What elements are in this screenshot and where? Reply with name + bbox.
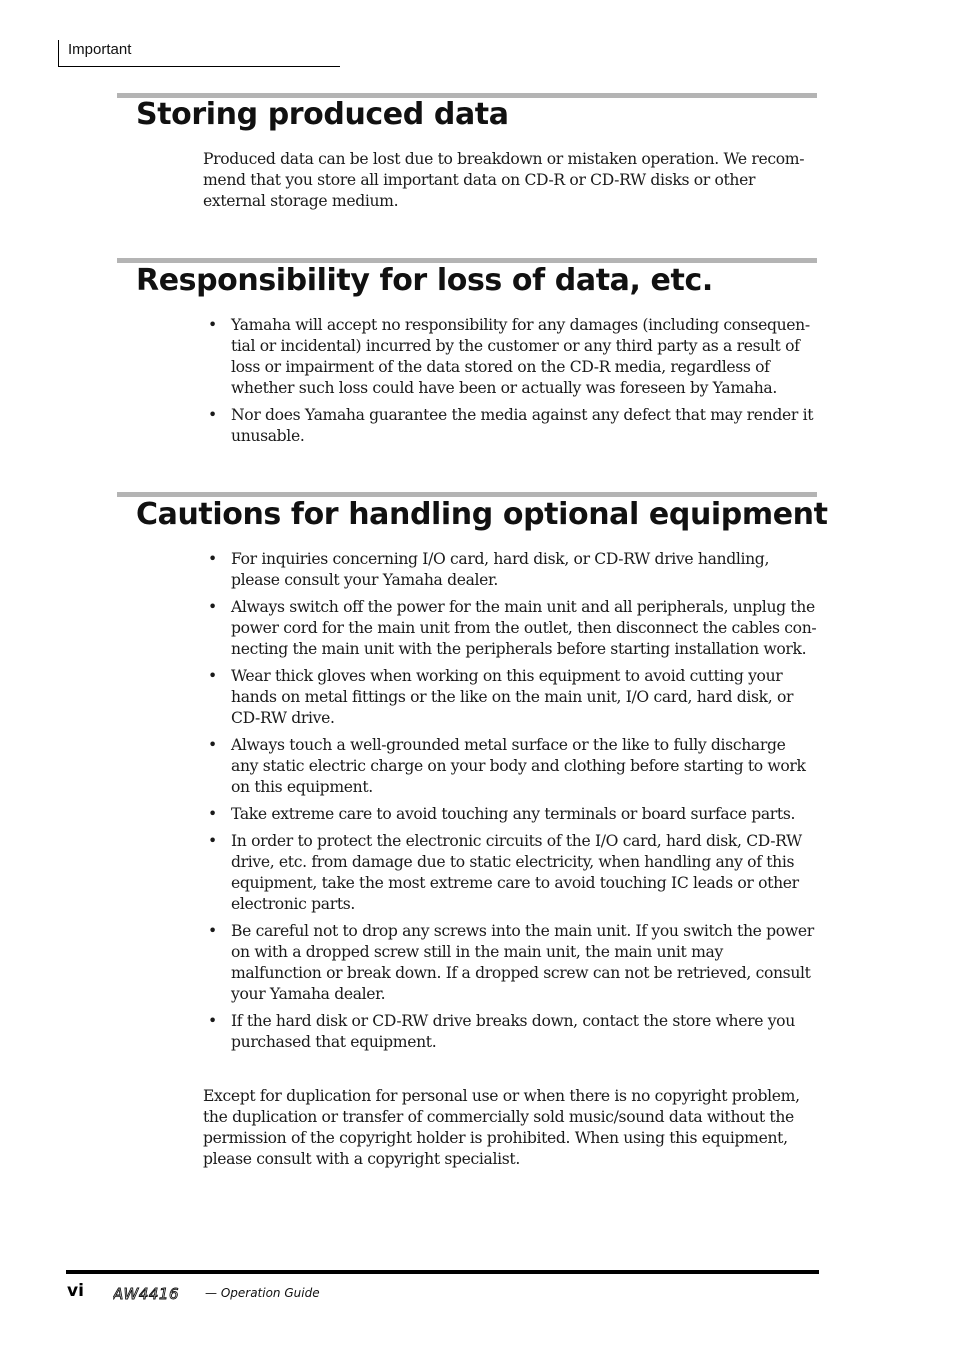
list-item-text: If the hard disk or CD-RW drive breaks down, contact the store where you purchased that equipment. [231, 1012, 795, 1051]
list-item [203, 921, 817, 1005]
bullet-icon: • [208, 1012, 217, 1030]
bullet-icon: • [208, 406, 217, 424]
section-heading-responsibility: Responsibility for loss of data, etc. [136, 263, 713, 298]
footer-guide-title: — Operation Guide [205, 1286, 320, 1300]
bullet-icon: • [208, 832, 217, 850]
page-number: vi [67, 1281, 84, 1301]
list-item [203, 666, 817, 729]
list-item-text: In order to protect the electronic circuits of the I/O card, hard disk, CD-RW drive, etc. from damage due to static electricity, when handling any of this equipment, take the most extreme care to avoid touching IC leads or other electronic parts. [231, 832, 802, 913]
list-item-text: For inquiries concerning I/O card, hard disk, or CD-RW drive handling, please consult your Yamaha dealer. [231, 550, 770, 589]
list-item [203, 405, 817, 447]
list-item-text: Take extreme care to avoid touching any terminals or board surface parts. [231, 805, 796, 823]
bullet-icon: • [208, 736, 217, 754]
bullet-icon: • [208, 922, 217, 940]
list-item-text: Always switch off the power for the main unit and all peripherals, unplug the power cord for the main unit from the outlet, then disconnect the cables con-necting the main unit with the peripherals before starting installation work. [231, 598, 817, 658]
bullet-icon: • [208, 805, 217, 823]
list-item [203, 549, 817, 591]
bullet-icon: • [208, 316, 217, 334]
list-item-text: Wear thick gloves when working on this equipment to avoid cutting your hands on metal fittings or the like on the main unit, I/O card, hard disk, or CD-RW drive. [231, 667, 794, 727]
list-item-text: Be careful not to drop any screws into the main unit. If you switch the power on with a dropped screw still in the main unit, the main unit may malfunction or break down. If a dropped screw can not be retrieved, consult your Yamaha dealer. [231, 922, 814, 1003]
footer-rule [66, 1270, 819, 1274]
product-logo-text: AW4416 [113, 1286, 180, 1302]
product-logo [113, 1286, 201, 1302]
bullet-icon: • [208, 598, 217, 616]
copyright-paragraph: Except for duplication for personal use or when there is no copyright problem, the duplication or transfer of commercially sold music/sound data without the permission of the copyright holder is prohibited. When using this equipment, please consult with a copyright specialist. [203, 1087, 800, 1168]
list-item-text: Always touch a well-grounded metal surface or the like to fully discharge any static electric charge on your body and clothing before starting to work on this equipment. [231, 736, 806, 796]
running-header [58, 40, 340, 67]
storing-data-paragraph: Produced data can be lost due to breakdown or mistaken operation. We recom-mend that you store all important data on CD-R or CD-RW disks or other external storage medium. [203, 150, 805, 210]
running-header-title: Important [68, 41, 132, 58]
list-item-text: Yamaha will accept no responsibility for any damages (including consequen-tial or incidental) incurred by the customer or any third party as a result of loss or impairment of the data stored on the CD-R media, regardless of whether such loss could have been or actually was foreseen by Yamaha. [231, 316, 810, 397]
list-item [203, 597, 817, 660]
section-heading-storing-data: Storing produced data [136, 97, 509, 132]
responsibility-bullet-list [203, 315, 817, 453]
list-item [203, 315, 817, 399]
section-heading-cautions: Cautions for handling optional equipment [136, 497, 828, 532]
bullet-icon: • [208, 667, 217, 685]
list-item [203, 804, 817, 825]
list-item [203, 735, 817, 798]
list-item [203, 831, 817, 915]
cautions-bullet-list [203, 549, 817, 1059]
bullet-icon: • [208, 550, 217, 568]
list-item [203, 1011, 817, 1053]
list-item-text: Nor does Yamaha guarantee the media against any defect that may render it unusable. [231, 406, 814, 445]
